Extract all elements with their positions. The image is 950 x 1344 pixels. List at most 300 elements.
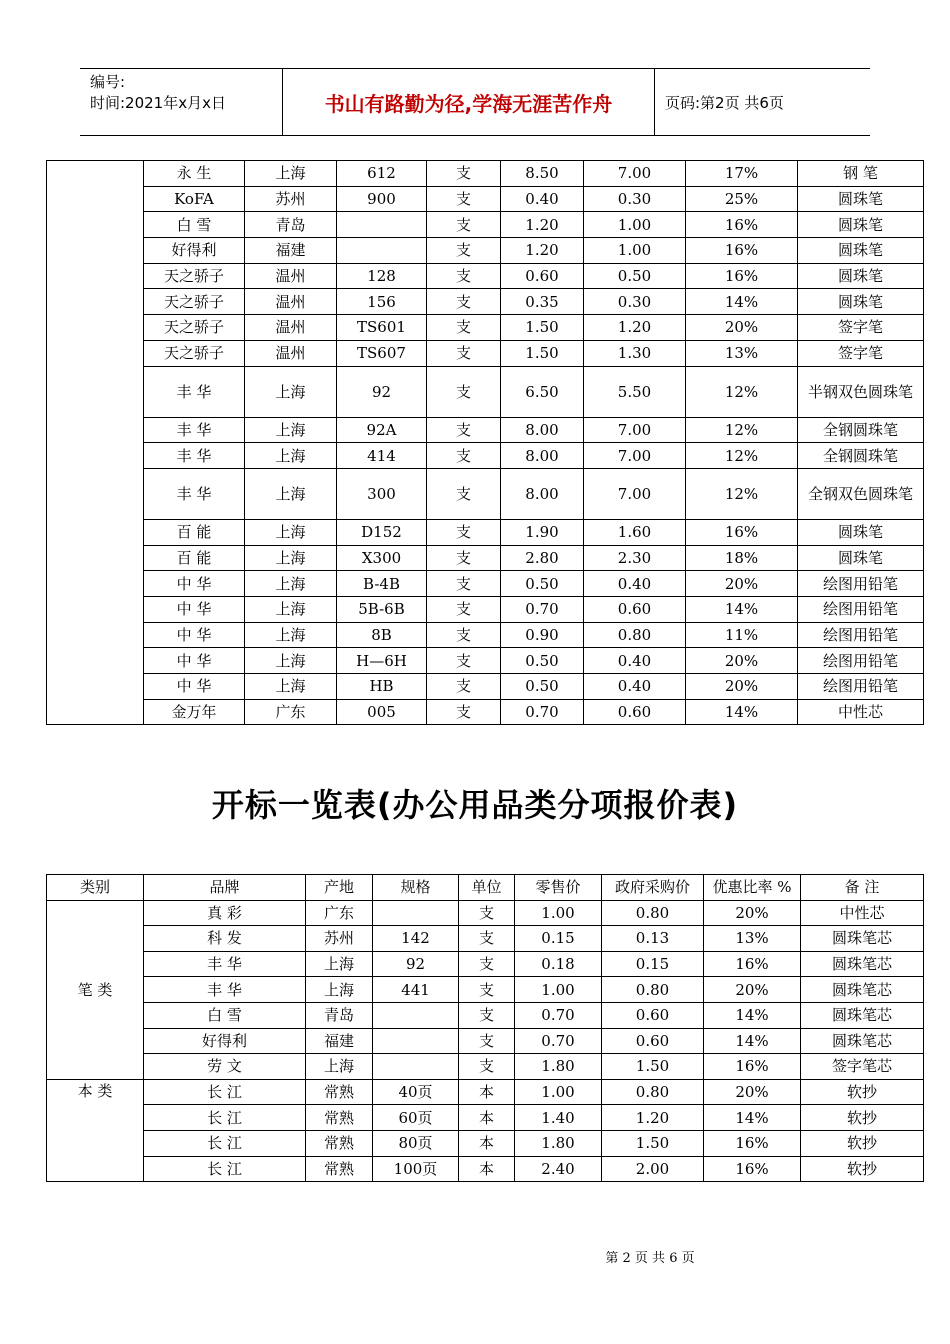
table-cell: D152 [337,519,427,545]
category-cell-pen: 笔 类 [47,900,144,1079]
table-cell: 16% [704,1156,801,1182]
table-cell: 0.80 [602,1079,704,1105]
table-cell: 支 [459,926,515,952]
table-cell: 16% [686,212,798,238]
table-cell: TS607 [337,340,427,366]
table-cell: 绘图用铅笔 [798,596,924,622]
table-cell: 上海 [245,622,337,648]
table-cell: 上海 [306,951,373,977]
table-cell: 本 [459,1130,515,1156]
table-cell: HB [337,674,427,700]
table-cell: 常熟 [306,1156,373,1182]
table-row [47,1002,924,1028]
table-cell: 钢 笔 [798,161,924,187]
table-cell [373,1002,459,1028]
table-cell: 百 能 [144,545,245,571]
table-cell: 25% [686,186,798,212]
table-cell: 0.90 [501,622,584,648]
table-cell: 本 [459,1105,515,1131]
price-table-office [46,874,924,1182]
table-cell: 支 [459,900,515,926]
table-row [47,468,924,519]
category-cell [47,161,144,725]
table-row [47,212,924,238]
table-cell: 0.80 [602,977,704,1003]
table-cell: 14% [686,699,798,725]
table-row [47,622,924,648]
table-row [47,596,924,622]
table-cell: 中 华 [144,674,245,700]
table-cell: 0.60 [602,1002,704,1028]
table-cell: 1.00 [515,900,602,926]
column-header: 规格 [373,875,459,901]
table-cell: 全钢双色圆珠笔 [798,468,924,519]
table-cell: 福建 [306,1028,373,1054]
table-row [47,289,924,315]
table-cell: 612 [337,161,427,187]
table-cell: 8.00 [501,468,584,519]
table-cell: 绘图用铅笔 [798,622,924,648]
table-cell: 绘图用铅笔 [798,674,924,700]
table-cell: 支 [459,951,515,977]
table-cell [373,1028,459,1054]
table-cell: 2.80 [501,545,584,571]
table-cell: 1.00 [515,977,602,1003]
table-cell: 白 雪 [144,212,245,238]
table-cell: 圆珠笔芯 [801,977,924,1003]
table-cell: 绘图用铅笔 [798,571,924,597]
table-cell: 绘图用铅笔 [798,648,924,674]
table-cell: 支 [427,212,501,238]
table-cell: 圆珠笔 [798,238,924,264]
table-cell: 温州 [245,263,337,289]
table-cell: 支 [427,674,501,700]
table-cell: 92 [337,366,427,417]
table-row [47,1156,924,1182]
table-cell: 上海 [245,596,337,622]
column-header: 产地 [306,875,373,901]
table-row [47,545,924,571]
table-cell: 1.50 [501,340,584,366]
table-cell: 支 [427,366,501,417]
table-cell: 天之骄子 [144,340,245,366]
table-cell: 圆珠笔 [798,212,924,238]
table-cell: 支 [459,1028,515,1054]
table-row [47,340,924,366]
table-cell: 圆珠笔 [798,263,924,289]
table-cell: 中 华 [144,622,245,648]
table-cell: 支 [427,468,501,519]
table-cell: 0.50 [584,263,686,289]
table-cell: 16% [704,1054,801,1080]
table-cell: 长 江 [144,1105,306,1131]
table-cell: 20% [704,900,801,926]
table-cell: 1.80 [515,1130,602,1156]
table-cell: 温州 [245,289,337,315]
table-cell: 上海 [245,366,337,417]
table-cell: 0.40 [584,674,686,700]
table-cell: 支 [427,289,501,315]
table-cell: 圆珠笔芯 [801,926,924,952]
table-row [47,1079,924,1105]
table-cell: 支 [427,340,501,366]
table-cell: 软抄 [801,1079,924,1105]
table-cell: 0.60 [501,263,584,289]
column-header: 类别 [47,875,144,901]
table-cell: 长 江 [144,1079,306,1105]
table-cell: TS601 [337,315,427,341]
table-cell: 支 [427,545,501,571]
page-footer: 第 2 页 共 6 页 [605,1251,695,1266]
table-cell: 1.60 [584,519,686,545]
table-cell: 支 [459,1002,515,1028]
table-cell: 0.15 [515,926,602,952]
table-cell: 0.30 [584,186,686,212]
table-cell: 5B-6B [337,596,427,622]
header-page-info: 页码:第2页 共6页 [665,93,784,112]
table-row [47,674,924,700]
table-cell: 12% [686,417,798,443]
table-row [47,1105,924,1131]
table-header-row [47,875,924,901]
table-row [47,977,924,1003]
table-cell: 40页 [373,1079,459,1105]
table-cell: 0.30 [584,289,686,315]
table-row [47,186,924,212]
table-cell: 8.00 [501,417,584,443]
table-cell: 20% [686,571,798,597]
table-row [47,1028,924,1054]
table-cell: 0.60 [602,1028,704,1054]
table-cell: 签字笔 [798,315,924,341]
table-cell: 92 [373,951,459,977]
table-cell: 圆珠笔 [798,519,924,545]
table-cell: 0.50 [501,674,584,700]
table-cell: 劳 文 [144,1054,306,1080]
table-cell: 1.20 [501,212,584,238]
table-cell: 20% [686,674,798,700]
table-cell: 0.13 [602,926,704,952]
table-cell: 0.60 [584,699,686,725]
price-table-continued [46,160,924,725]
table-cell: 300 [337,468,427,519]
table-cell: 支 [427,238,501,264]
table-cell: 20% [686,648,798,674]
table-cell: 软抄 [801,1105,924,1131]
table-cell: 长 江 [144,1130,306,1156]
table-cell: 温州 [245,315,337,341]
table-cell: 支 [427,263,501,289]
table-cell: 支 [427,596,501,622]
table-cell: 16% [686,263,798,289]
table-cell: 丰 华 [144,417,245,443]
table-cell: 签字笔 [798,340,924,366]
table-cell: 好得利 [144,238,245,264]
table-cell: 苏州 [245,186,337,212]
table-row [47,900,924,926]
table-cell: 1.00 [584,212,686,238]
table-cell: 8.00 [501,443,584,469]
table-row [47,263,924,289]
table-cell: 1.50 [602,1130,704,1156]
table-row [47,443,924,469]
table-cell: 0.70 [501,699,584,725]
table-cell: 上海 [245,674,337,700]
table-row [47,926,924,952]
table-cell: 广东 [245,699,337,725]
table-cell: 1.50 [501,315,584,341]
column-header: 零售价 [515,875,602,901]
table-cell: 支 [427,622,501,648]
table-cell: H—6H [337,648,427,674]
column-header: 单位 [459,875,515,901]
table-cell: 1.50 [602,1054,704,1080]
column-header: 备 注 [801,875,924,901]
table-cell: 支 [459,977,515,1003]
table-cell: 上海 [245,648,337,674]
column-header: 政府采购价 [602,875,704,901]
table-row [47,648,924,674]
table-cell: 18% [686,545,798,571]
table-cell: 900 [337,186,427,212]
table-cell: 圆珠笔 [798,545,924,571]
table-cell: 12% [686,443,798,469]
column-header: 品牌 [144,875,306,901]
table-cell: 福建 [245,238,337,264]
table-cell: 0.70 [515,1002,602,1028]
table-cell [337,238,427,264]
table-cell: 128 [337,263,427,289]
table-cell: 支 [427,161,501,187]
table-cell: 支 [459,1054,515,1080]
column-header: 优惠比率 % [704,875,801,901]
table-cell: 14% [704,1105,801,1131]
table-cell: 2.00 [602,1156,704,1182]
table-cell: 7.00 [584,468,686,519]
table-cell: 0.40 [501,186,584,212]
table-cell: 圆珠笔 [798,186,924,212]
table-cell: 中 华 [144,648,245,674]
table-cell: 0.18 [515,951,602,977]
table-cell: 0.15 [602,951,704,977]
table-cell: 广东 [306,900,373,926]
table-cell: 14% [704,1002,801,1028]
table-cell: 上海 [306,1054,373,1080]
table-cell: 0.80 [602,900,704,926]
table-cell: 常熟 [306,1130,373,1156]
table-cell: 12% [686,468,798,519]
table-cell: 圆珠笔 [798,289,924,315]
table-row [47,161,924,187]
header-meta [80,69,282,135]
table-cell: 12% [686,366,798,417]
table-cell [373,1054,459,1080]
table-cell: 0.50 [501,571,584,597]
table-cell: 16% [686,519,798,545]
table-cell: 上海 [245,161,337,187]
table-cell: 本 [459,1156,515,1182]
table-cell: 金万年 [144,699,245,725]
table-cell: 中性芯 [801,900,924,926]
table-cell: 20% [704,1079,801,1105]
table-cell: 上海 [306,977,373,1003]
table-row [47,519,924,545]
table-cell: 全钢圆珠笔 [798,443,924,469]
table-cell: 支 [427,315,501,341]
table-cell: 上海 [245,468,337,519]
table-cell: 青岛 [306,1002,373,1028]
table-cell: X300 [337,545,427,571]
table-cell: 丰 华 [144,468,245,519]
table-cell: 60页 [373,1105,459,1131]
table-cell: 8.50 [501,161,584,187]
table-cell: 温州 [245,340,337,366]
table-cell: 1.20 [602,1105,704,1131]
table-cell: 1.30 [584,340,686,366]
table-cell: 0.50 [501,648,584,674]
table-row [47,315,924,341]
table-cell: 上海 [245,545,337,571]
table-cell: 441 [373,977,459,1003]
page-header [80,68,870,136]
table-cell: 80页 [373,1130,459,1156]
table-cell: 2.30 [584,545,686,571]
table-cell: 11% [686,622,798,648]
table-cell: 0.60 [584,596,686,622]
table-cell: 17% [686,161,798,187]
table-cell: 上海 [245,443,337,469]
table-cell: 2.40 [515,1156,602,1182]
table-cell: KoFA [144,186,245,212]
table-cell: 7.00 [584,417,686,443]
table-cell: 156 [337,289,427,315]
table-row [47,1130,924,1156]
table-cell: 14% [686,596,798,622]
time-label: 时间:2021年x月x日 [90,94,226,112]
table-cell: 支 [427,519,501,545]
table-cell: 上海 [245,571,337,597]
table-cell: 0.80 [584,622,686,648]
table-cell: 中性芯 [798,699,924,725]
table-cell: 中 华 [144,571,245,597]
table-cell: 6.50 [501,366,584,417]
table-cell: 0.70 [515,1028,602,1054]
table-cell: 苏州 [306,926,373,952]
table-cell: 14% [686,289,798,315]
table-cell: 0.35 [501,289,584,315]
table-cell: 天之骄子 [144,263,245,289]
header-slogan: 书山有路勤为径,学海无涯苦作舟 [282,69,655,135]
table-cell: 白 雪 [144,1002,306,1028]
table-cell: 本 [459,1079,515,1105]
table-cell: 上海 [245,417,337,443]
table-cell: 1.00 [515,1079,602,1105]
table-cell: 丰 华 [144,443,245,469]
table-cell: 20% [704,977,801,1003]
table-cell [373,900,459,926]
table-cell: 支 [427,186,501,212]
table-cell: 科 发 [144,926,306,952]
table-row [47,951,924,977]
category-cell-book: 本 类 [47,1079,144,1181]
table-cell [337,212,427,238]
table-cell: 13% [686,340,798,366]
table-cell: 1.80 [515,1054,602,1080]
table-cell: 0.70 [501,596,584,622]
table-cell: 常熟 [306,1079,373,1105]
table-cell: 天之骄子 [144,289,245,315]
table-cell: 支 [427,648,501,674]
table-cell: 7.00 [584,161,686,187]
table-row [47,571,924,597]
table-cell: 长 江 [144,1156,306,1182]
table-cell: 中 华 [144,596,245,622]
table-cell: 8B [337,622,427,648]
table-cell: 真 彩 [144,900,306,926]
table-cell: 丰 华 [144,977,306,1003]
table-cell: 142 [373,926,459,952]
table-cell: 支 [427,699,501,725]
table-cell: 7.00 [584,443,686,469]
table-cell: 支 [427,443,501,469]
table-cell: 常熟 [306,1105,373,1131]
table-cell: 100页 [373,1156,459,1182]
table-cell: 软抄 [801,1130,924,1156]
table-cell: 百 能 [144,519,245,545]
table-row [47,417,924,443]
table-cell: 丰 华 [144,951,306,977]
table-cell: 永 生 [144,161,245,187]
table-cell: 16% [704,1130,801,1156]
table-cell: 圆珠笔芯 [801,1028,924,1054]
table-row [47,699,924,725]
table-cell: 414 [337,443,427,469]
table-cell: 13% [704,926,801,952]
table-cell: 签字笔芯 [801,1054,924,1080]
table-cell: B-4B [337,571,427,597]
table-cell: 1.90 [501,519,584,545]
table-cell: 1.20 [501,238,584,264]
table-cell: 0.40 [584,648,686,674]
table-cell: 支 [427,571,501,597]
table-cell: 软抄 [801,1156,924,1182]
table-row [47,366,924,417]
table-cell: 20% [686,315,798,341]
table-cell: 圆珠笔芯 [801,1002,924,1028]
number-label: 编号: [90,73,126,91]
page-title: 开标一览表(办公用品类分项报价表) [211,786,739,824]
table-cell: 好得利 [144,1028,306,1054]
table-row [47,238,924,264]
table-cell: 丰 华 [144,366,245,417]
table-cell: 16% [686,238,798,264]
table-cell: 92A [337,417,427,443]
table-cell: 全钢圆珠笔 [798,417,924,443]
table-cell: 5.50 [584,366,686,417]
table-row [47,1054,924,1080]
table-cell: 005 [337,699,427,725]
table-cell: 14% [704,1028,801,1054]
table-cell: 青岛 [245,212,337,238]
table-cell: 支 [427,417,501,443]
table-cell: 0.40 [584,571,686,597]
table-cell: 1.20 [584,315,686,341]
table-cell: 天之骄子 [144,315,245,341]
table-cell: 圆珠笔芯 [801,951,924,977]
table-cell: 1.40 [515,1105,602,1131]
table-cell: 半钢双色圆珠笔 [798,366,924,417]
table-cell: 上海 [245,519,337,545]
